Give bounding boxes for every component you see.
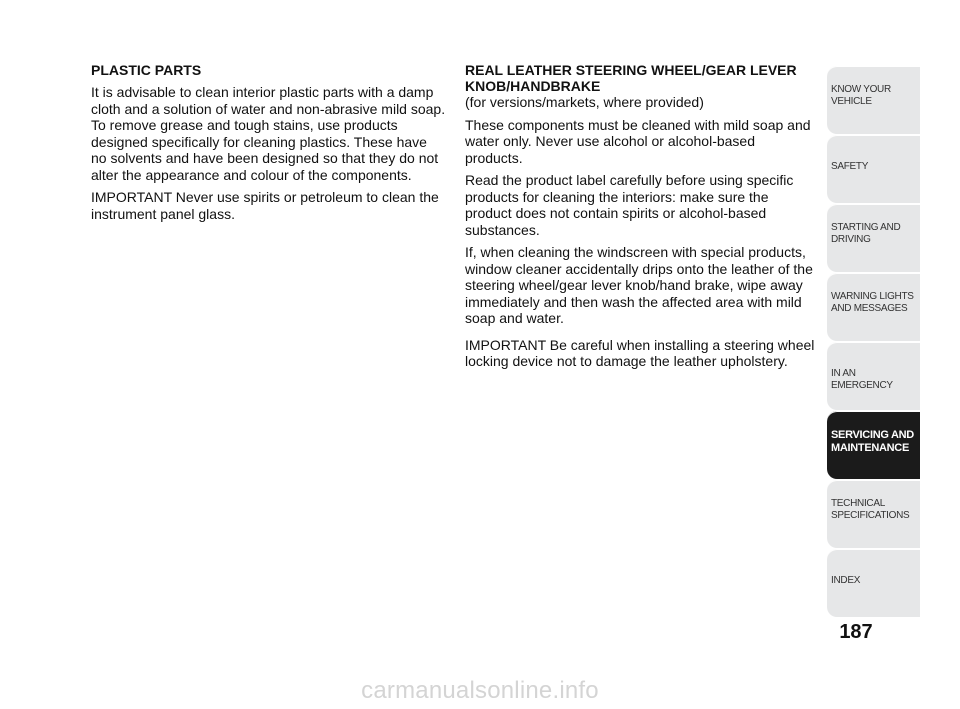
paragraph: It is advisable to clean interior plastic parts with a damp cloth and a solution of water and non-abrasive mild soap. To remove grease and tough stains, use products designed specifically for cleaning plastics. These have no solvents and have been designed so that they do not alter the appearance and colour of the components. bbox=[91, 84, 446, 183]
section-heading-plastic-parts: PLASTIC PARTS bbox=[91, 62, 202, 78]
watermark: carmanualsonline.info bbox=[361, 677, 599, 704]
tab-index[interactable] bbox=[827, 549, 920, 617]
page-number: 187 bbox=[839, 621, 873, 643]
left-column bbox=[91, 62, 446, 228]
tab-label: SAFETY bbox=[831, 161, 869, 172]
availability-note: (for versions/markets, where provided) bbox=[465, 94, 704, 110]
tab-know-your-vehicle[interactable] bbox=[827, 66, 920, 134]
tab-technical-specifications[interactable] bbox=[827, 480, 920, 548]
paragraph: Read the product label carefully before using specific products for cleaning the interiors: make sure the product does not contain spirits or alcohol-based substances. bbox=[465, 172, 794, 238]
tab-warning-lights-and-messages[interactable] bbox=[827, 273, 920, 341]
tab-label: SPECIFICATIONS bbox=[831, 510, 910, 521]
tab-label: TECHNICAL bbox=[831, 498, 885, 509]
tab-safety[interactable] bbox=[827, 135, 920, 203]
tab-label: IN AN EMERGENCY bbox=[831, 368, 893, 391]
paragraph: These components must be cleaned with mild soap and water only. Never use alcohol or alcohol-based products. bbox=[465, 116, 811, 166]
tab-label: MAINTENANCE bbox=[831, 442, 909, 454]
tab-label: STARTING AND bbox=[831, 222, 901, 233]
paragraph-important: IMPORTANT Be careful when installing a steering wheel locking device not to damage the leather upholstery. bbox=[465, 336, 815, 369]
paragraph: If, when cleaning the windscreen with special products, window cleaner accidentally drips onto the leather of the steering wheel/gear lever knob/hand brake, wipe away immediately and then wash the affected area with mild soap and water. bbox=[465, 244, 813, 326]
tab-label: INDEX bbox=[831, 575, 861, 586]
tab-label: WARNING LIGHTS bbox=[831, 291, 914, 302]
tab-label: VEHICLE bbox=[831, 96, 872, 107]
tab-in-an-emergency[interactable] bbox=[827, 342, 920, 410]
chapter-tabs bbox=[827, 66, 920, 618]
tab-label: SERVICING AND bbox=[831, 429, 914, 441]
tab-starting-and-driving[interactable] bbox=[827, 204, 920, 272]
tab-label: DRIVING bbox=[831, 234, 871, 245]
section-heading-leather: REAL LEATHER STEERING WHEEL/GEAR LEVER KNOB/HANDBRAKE bbox=[465, 62, 797, 94]
tab-servicing-and-maintenance[interactable] bbox=[827, 411, 920, 479]
tab-label: KNOW YOUR bbox=[831, 84, 891, 95]
right-column bbox=[465, 62, 815, 376]
paragraph-important: IMPORTANT Never use spirits or petroleum to clean the instrument panel glass. bbox=[91, 189, 439, 222]
tab-label: AND MESSAGES bbox=[831, 303, 908, 314]
